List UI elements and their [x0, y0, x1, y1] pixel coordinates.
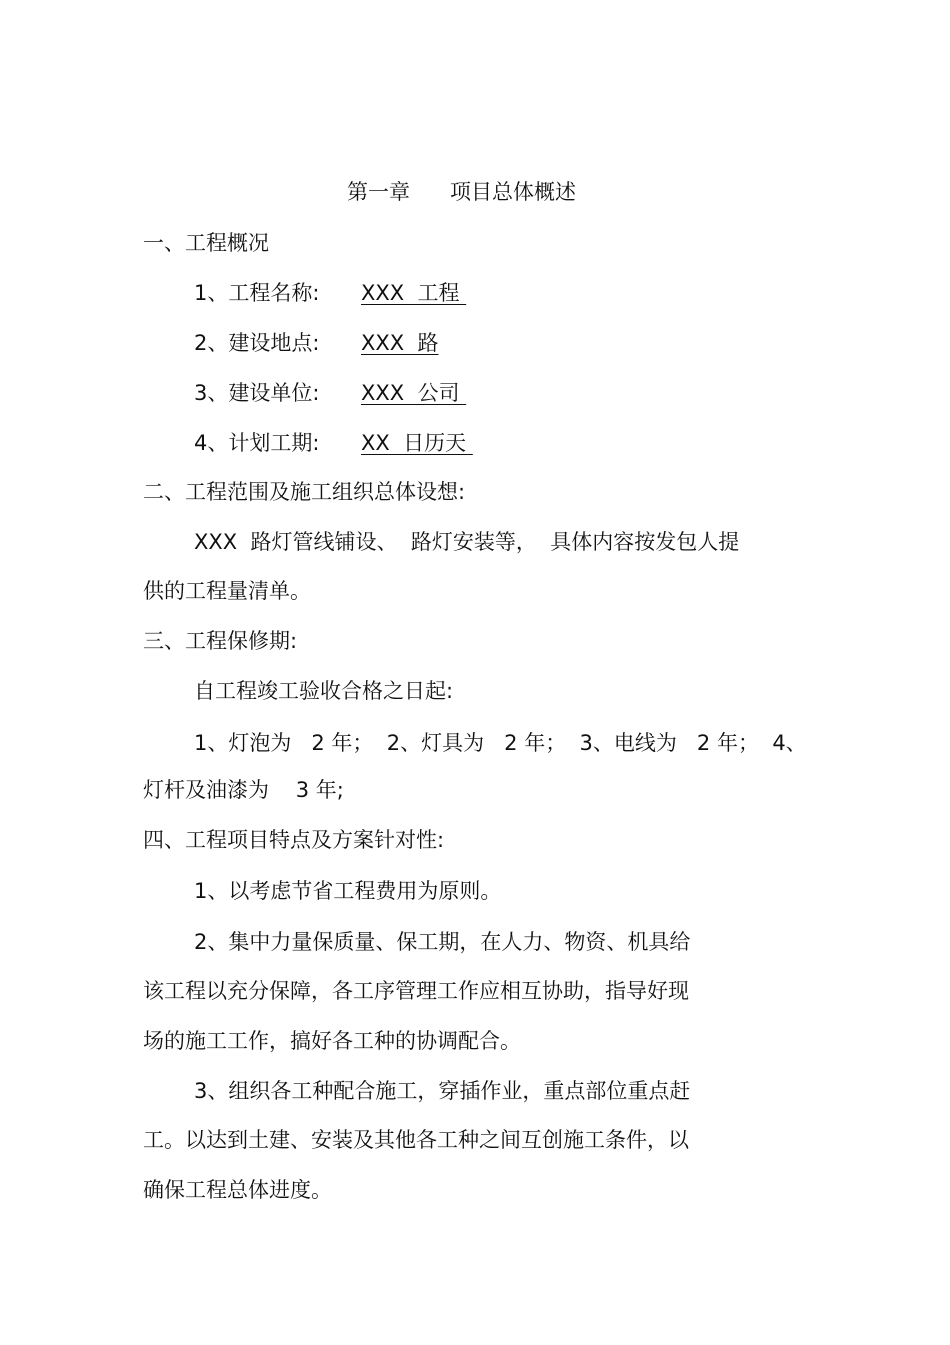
paragraph-line: 1、以考虑节省工程费用为原则。 — [194, 879, 502, 903]
info-value: XX 日历天 — [361, 431, 473, 455]
info-label: 3、建设单位: — [194, 381, 320, 405]
paragraph-line: 3、组织各工种配合施工，穿插作业，重点部位重点赶 — [194, 1079, 691, 1103]
paragraph-line: 该工程以充分保障，各工序管理工作应相互协助，指导好现 — [143, 979, 689, 1003]
paragraph-line: 灯杆及油漆为 3 年; — [143, 778, 344, 802]
chapter-title: 第一章 项目总体概述 — [347, 180, 577, 204]
section-1-heading: 一、工程概况 — [143, 231, 269, 255]
paragraph-line: 供的工程量清单。 — [143, 579, 311, 603]
section-3-heading: 三、工程保修期: — [143, 629, 298, 653]
paragraph-line: 场的施工工作，搞好各工种的协调配合。 — [143, 1029, 521, 1053]
paragraph-line: 工。以达到土建、安装及其他各工种之间互创施工条件，以 — [143, 1128, 689, 1152]
paragraph-line: XXX 路灯管线铺设、 路灯安装等， 具体内容按发包人提 — [194, 530, 740, 554]
info-item-project-name — [194, 279, 466, 307]
paragraph-line: 确保工程总体进度。 — [143, 1178, 332, 1202]
section-2-heading: 二、工程范围及施工组织总体设想: — [143, 480, 466, 504]
info-label: 2、建设地点: — [194, 331, 320, 355]
info-item-location — [194, 329, 439, 357]
info-item-duration — [194, 429, 473, 457]
info-value: XXX 路 — [361, 331, 439, 355]
info-label: 4、计划工期: — [194, 431, 320, 455]
paragraph-line: 自工程竣工验收合格之日起: — [194, 679, 454, 703]
section-4-heading: 四、工程项目特点及方案针对性: — [143, 828, 445, 852]
info-item-owner — [194, 379, 466, 407]
info-value: XXX 公司 — [361, 381, 467, 405]
paragraph-line: 2、集中力量保质量、保工期，在人力、物资、机具给 — [194, 930, 691, 954]
paragraph-line: 1、灯泡为 2 年； 2、灯具为 2 年； 3、电线为 2 年； 4、 — [194, 731, 807, 755]
info-label: 1、工程名称: — [194, 281, 320, 305]
info-value: XXX 工程 — [361, 281, 467, 305]
